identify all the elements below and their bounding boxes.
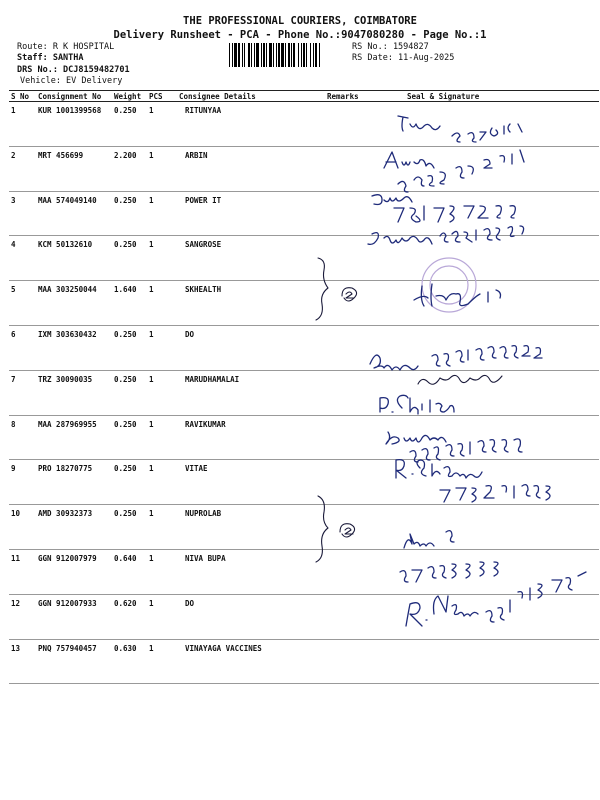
col-pcs-header: PCS xyxy=(147,91,177,102)
row-sno: 10 xyxy=(9,505,36,550)
row-consignment-no: KCM 50132610 xyxy=(36,236,112,281)
row-weight: 2.200 xyxy=(112,146,147,191)
row-consignment-no: KUR 1001399568 xyxy=(36,102,112,147)
row-consignment-no: IXM 303630432 xyxy=(36,325,112,370)
row-sno: 11 xyxy=(9,549,36,594)
row-pcs: 1 xyxy=(147,639,177,684)
row-weight: 0.250 xyxy=(112,325,147,370)
row-consignee: POWER IT xyxy=(177,191,325,236)
row-consignee: DO xyxy=(177,594,325,639)
row-pcs: 1 xyxy=(147,191,177,236)
row-consignment-no: PRO 18270775 xyxy=(36,460,112,505)
row-consignment-no: MAA 287969955 xyxy=(36,415,112,460)
signature-row-1 xyxy=(398,116,440,131)
signature-row-8b xyxy=(418,375,502,384)
rs-date: RS Date: 11-Aug-2025 xyxy=(352,53,455,63)
row-sno: 3 xyxy=(9,191,36,236)
row-weight: 0.250 xyxy=(112,102,147,147)
signature-row-11 xyxy=(404,531,454,548)
col-weight-header: Weight xyxy=(112,91,147,102)
row-weight: 1.640 xyxy=(112,281,147,326)
col-remarks-header: Remarks xyxy=(325,91,377,102)
row-consignee: RITUNYAA xyxy=(177,102,325,147)
rs-number: RS No.: 1594827 xyxy=(352,42,429,52)
signature-row-10 xyxy=(396,460,482,478)
signature-row-7 xyxy=(370,355,418,370)
row-weight: 0.620 xyxy=(112,594,147,639)
row-pcs: 1 xyxy=(147,236,177,281)
row-consignment-no: MAA 574049140 xyxy=(36,191,112,236)
row-sno: 9 xyxy=(9,460,36,505)
row-consignment-no: PNQ 757940457 xyxy=(36,639,112,684)
signature-row-8 xyxy=(380,395,454,414)
row-consignee: DO xyxy=(177,325,325,370)
row-consignee: NUPROLAB xyxy=(177,505,325,550)
row-consignee: VITAE xyxy=(177,460,325,505)
row-pcs: 1 xyxy=(147,415,177,460)
row-pcs: 1 xyxy=(147,281,177,326)
row-sno: 6 xyxy=(9,325,36,370)
row-weight: 0.250 xyxy=(112,415,147,460)
signature-row-4 xyxy=(368,233,432,245)
col-consignee-header: Consignee Details xyxy=(177,91,325,102)
col-sno-header: S No xyxy=(9,91,36,102)
row-sno: 4 xyxy=(9,236,36,281)
company-title: THE PROFESSIONAL COURIERS, COIMBATORE xyxy=(183,15,417,27)
row-pcs: 1 xyxy=(147,460,177,505)
col-signature-header: Seal & Signature xyxy=(377,91,599,102)
row-pcs: 1 xyxy=(147,505,177,550)
row-weight: 0.250 xyxy=(112,236,147,281)
row-pcs: 1 xyxy=(147,370,177,415)
row-pcs: 1 xyxy=(147,102,177,147)
row-consignment-no: MAA 303250044 xyxy=(36,281,112,326)
signature-row-2 xyxy=(384,152,434,168)
drs-number: DRS No.: DCJ8159482701 xyxy=(17,65,130,75)
row-sno: 13 xyxy=(9,639,36,684)
row-consignee: SANGROSE xyxy=(177,236,325,281)
row-consignee: VINAYAGA VACCINES xyxy=(177,639,325,684)
row-weight: 0.250 xyxy=(112,370,147,415)
vehicle-text: Vehicle: EV Delivery xyxy=(20,76,123,86)
row-consignment-no: AMD 30932373 xyxy=(36,505,112,550)
signature-row-3 xyxy=(372,195,412,205)
row-weight: 0.250 xyxy=(112,191,147,236)
row-consignment-no: GGN 912007933 xyxy=(36,594,112,639)
row-weight: 0.250 xyxy=(112,460,147,505)
row-consignment-no: TRZ 30090035 xyxy=(36,370,112,415)
signature-row-9 xyxy=(386,432,446,444)
row-pcs: 1 xyxy=(147,549,177,594)
row-pcs: 1 xyxy=(147,594,177,639)
row-weight: 0.640 xyxy=(112,549,147,594)
row-consignee: NIVA BUPA xyxy=(177,549,325,594)
row-consignee: ARBIN xyxy=(177,146,325,191)
row-weight: 0.630 xyxy=(112,639,147,684)
row-consignment-no: MRT 456699 xyxy=(36,146,112,191)
row-consignment-no: GGN 912007979 xyxy=(36,549,112,594)
signature-row-13 xyxy=(406,596,478,626)
row-sno: 2 xyxy=(9,146,36,191)
bracket-5-6 xyxy=(316,258,328,320)
route-text: Route: R K HOSPITAL xyxy=(17,42,115,52)
signature-row-12 xyxy=(400,562,498,582)
runsheet-subtitle: Delivery Runsheet - PCA - Phone No.:9047080280 - Page No.:1 xyxy=(113,29,487,41)
row-sno: 5 xyxy=(9,281,36,326)
row-sno: 1 xyxy=(9,102,36,147)
col-consignment-header: Consignment No xyxy=(36,91,112,102)
row-pcs: 1 xyxy=(147,325,177,370)
row-sno: 8 xyxy=(9,415,36,460)
bracket-11-12 xyxy=(316,496,328,562)
row-sno: 7 xyxy=(9,370,36,415)
row-sno: 12 xyxy=(9,594,36,639)
staff-text: Staff: SANTHA xyxy=(17,53,84,63)
row-pcs: 1 xyxy=(147,146,177,191)
row-consignee: MARUDHAMALAI xyxy=(177,370,325,415)
row-consignee: RAVIKUMAR xyxy=(177,415,325,460)
row-weight: 0.250 xyxy=(112,505,147,550)
row-consignee: SKHEALTH xyxy=(177,281,325,326)
